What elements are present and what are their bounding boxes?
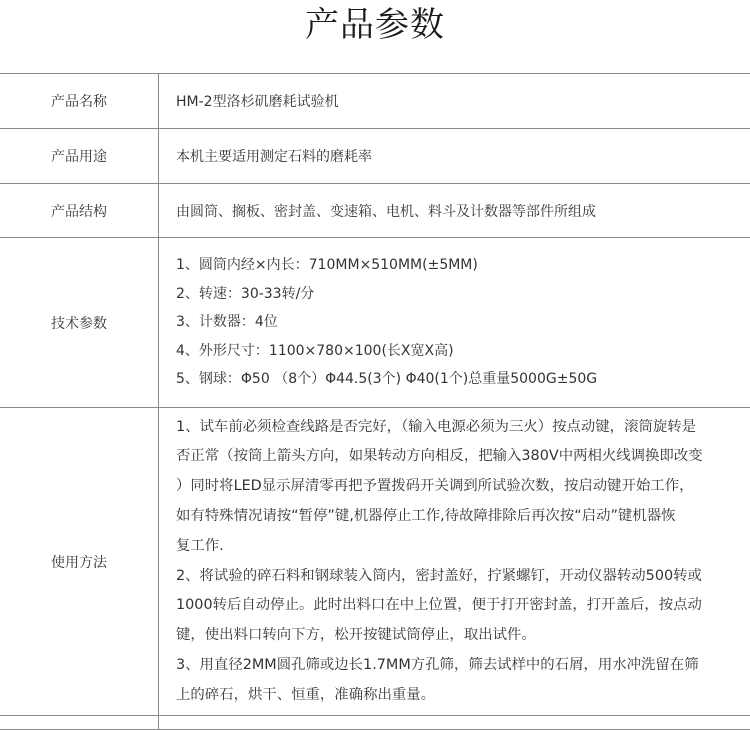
usage-line: 1、试车前必须检查线路是否完好，（输入电源必须为三火）按点动键，滚筒旋转是 [176, 413, 740, 443]
table-row-product-use [0, 129, 750, 184]
usage-line: 上的碎石，烘干、恒重，准确称出重量。 [176, 681, 740, 711]
product-structure-value: 由圆筒、搁板、密封盖、变速箱、电机、料斗及计数器等部件所组成 [159, 184, 750, 238]
product-use-label: 产品用途 [0, 129, 159, 184]
product-name-value: HM-2型洛杉矶磨耗试验机 [159, 74, 750, 129]
product-structure-label: 产品结构 [0, 184, 159, 238]
tech-param-line: 4、外形尺寸：1100×780×100(长X宽X高) [176, 337, 740, 366]
page-title: 产品参数 [0, 0, 750, 74]
usage-line: 如有特殊情况请按“暂停”键,机器停止工作,待故障排除后再次按“启动”键机器恢 [176, 502, 740, 532]
table-row-empty [0, 716, 750, 730]
usage-method-value [159, 408, 750, 716]
tech-param-line: 1、圆筒内经×内长：710MM×510MM(±5MM) [176, 251, 740, 280]
usage-method-label: 使用方法 [0, 408, 159, 716]
tech-params-label: 技术参数 [0, 238, 159, 408]
table-row-product-structure [0, 184, 750, 238]
empty-label-cell [0, 716, 159, 730]
spec-table [0, 73, 750, 730]
tech-param-line: 5、钢球：Φ50 （8个）Φ44.5(3个) Φ40(1个)总重量5000G±50G [176, 365, 740, 394]
usage-line: 1000转后自动停止。此时出料口在中上位置，便于打开密封盖，打开盖后，按点动 [176, 591, 740, 621]
usage-line: 复工作. [176, 532, 740, 562]
usage-line: ）同时将LED显示屏清零再把予置拨码开关调到所试验次数，按启动键开始工作， [176, 472, 740, 502]
usage-line: 键，使出料口转向下方，松开按键试筒停止，取出试件。 [176, 621, 740, 651]
tech-param-line: 2、转速：30-33转/分 [176, 280, 740, 309]
tech-param-line: 3、计数器：4位 [176, 308, 740, 337]
product-name-label: 产品名称 [0, 74, 159, 129]
usage-line: 否正常（按筒上箭头方向，如果转动方向相反，把输入380V中两相火线调换即改变 [176, 442, 740, 472]
product-use-value: 本机主要适用测定石料的磨耗率 [159, 129, 750, 184]
empty-value-cell [159, 716, 750, 730]
table-row-tech-params [0, 238, 750, 408]
usage-line: 2、将试验的碎石料和钢球装入筒内，密封盖好，拧紧螺钉，开动仪器转动500转或 [176, 562, 740, 592]
table-row-usage-method [0, 408, 750, 716]
table-row-product-name [0, 74, 750, 129]
usage-line: 3、用直径2MM圆孔筛或边长1.7MM方孔筛，筛去试样中的石屑，用水冲洗留在筛 [176, 651, 740, 681]
tech-params-value [159, 238, 750, 408]
